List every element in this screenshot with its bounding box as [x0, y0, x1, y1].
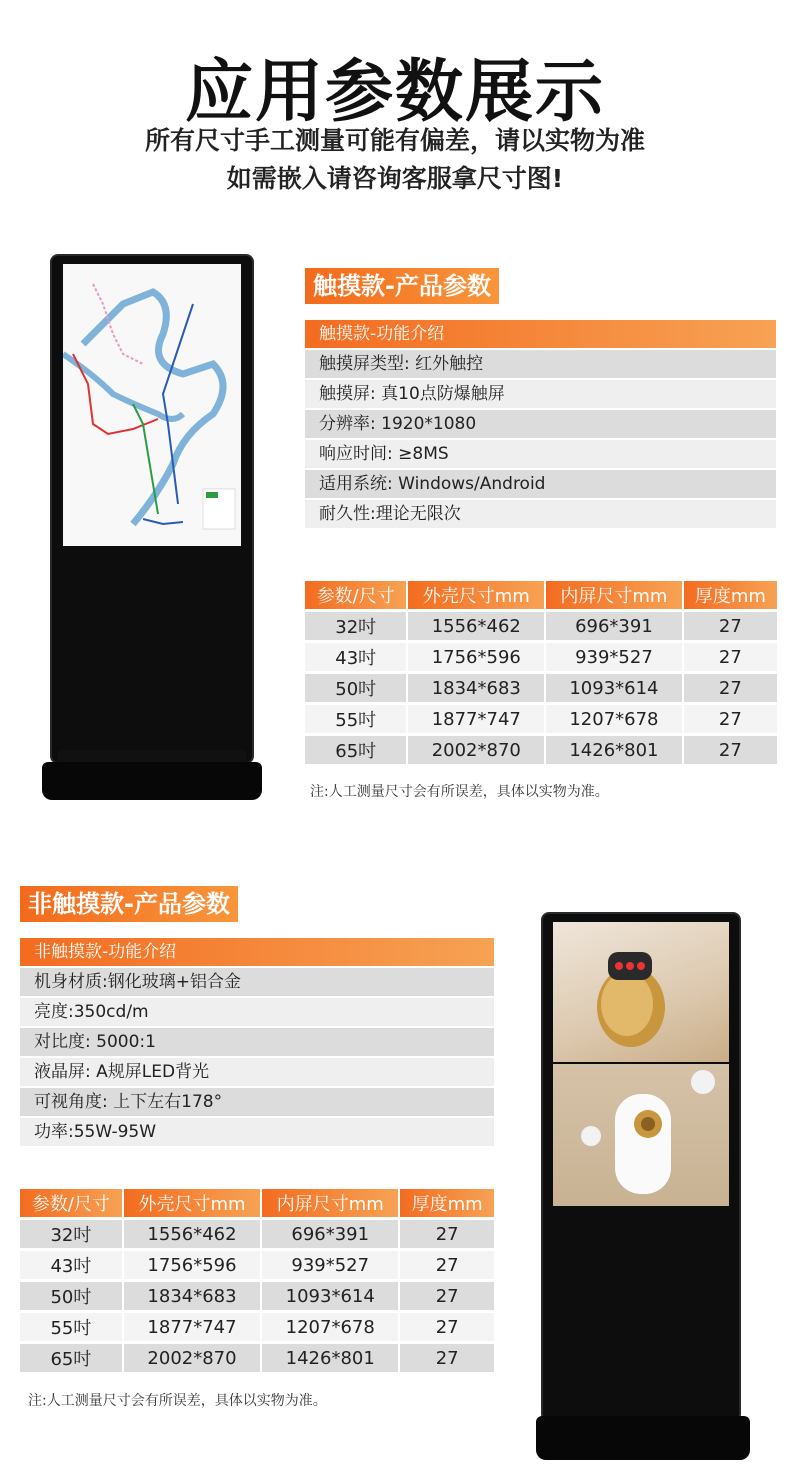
- table-cell: 27: [684, 705, 777, 733]
- spec-row: 液晶屏: A规屏LED背光: [20, 1058, 494, 1086]
- table-header: 内屏尺寸mm: [546, 581, 682, 609]
- table-cell: 2002*870: [408, 736, 544, 764]
- touch-spec-list: [305, 320, 776, 528]
- spec-row: 亮度:350cd/m: [20, 998, 494, 1026]
- table-cell: 27: [684, 674, 777, 702]
- spec-row: 对比度: 5000:1: [20, 1028, 494, 1056]
- table-cell: 32吋: [20, 1220, 122, 1248]
- touch-measure-note: 注:人工测量尺寸会有所误差，具体以实物为准。: [310, 784, 609, 800]
- table-cell: 1426*801: [262, 1344, 398, 1372]
- table-cell: 27: [684, 612, 777, 640]
- table-cell: 1834*683: [408, 674, 544, 702]
- ad-beauty-device-top: [553, 922, 729, 1062]
- table-row: [305, 643, 777, 671]
- spec-row: 触摸屏: 真10点防爆触屏: [305, 380, 776, 408]
- table-cell: 43吋: [305, 643, 406, 671]
- table-cell: 1093*614: [546, 674, 682, 702]
- table-row: [20, 1251, 494, 1279]
- table-cell: 50吋: [305, 674, 406, 702]
- table-header: 厚度mm: [400, 1189, 494, 1217]
- table-row: [305, 705, 777, 733]
- nontouch-spec-title: 非触摸款-功能介绍: [20, 938, 494, 966]
- touch-section-badge: 触摸款-产品参数: [305, 268, 499, 304]
- spec-row: 可视角度: 上下左右178°: [20, 1088, 494, 1116]
- metro-map-graphic: [63, 264, 241, 546]
- table-cell: 1877*747: [124, 1313, 260, 1341]
- table-cell: 1834*683: [124, 1282, 260, 1310]
- table-header: 外壳尺寸mm: [124, 1189, 260, 1217]
- table-header: 参数/尺寸: [305, 581, 406, 609]
- table-cell: 1756*596: [408, 643, 544, 671]
- table-row: [20, 1220, 494, 1248]
- table-row: [20, 1282, 494, 1310]
- table-cell: 65吋: [305, 736, 406, 764]
- spec-row: 适用系统: Windows/Android: [305, 470, 776, 498]
- table-cell: 55吋: [20, 1313, 122, 1341]
- spec-row: 机身材质:钢化玻璃+铝合金: [20, 968, 494, 996]
- kiosk-screen-metro-map: [63, 264, 241, 546]
- ad-beauty-device-bottom: [553, 1064, 729, 1206]
- touch-spec-title: 触摸款-功能介绍: [305, 320, 776, 348]
- kiosk-base: [42, 762, 262, 800]
- subtitle-contact-note: 如需嵌入请咨询客服拿尺寸图!: [226, 164, 564, 193]
- nontouch-spec-list: [20, 938, 494, 1146]
- table-cell: 1877*747: [408, 705, 544, 733]
- table-cell: 1207*678: [262, 1313, 398, 1341]
- table-row: [20, 1313, 494, 1341]
- table-cell: 55吋: [305, 705, 406, 733]
- table-cell: 1426*801: [546, 736, 682, 764]
- table-cell: 27: [400, 1313, 494, 1341]
- spec-row: 触摸屏类型: 红外触控: [305, 350, 776, 378]
- spec-row: 功率:55W-95W: [20, 1118, 494, 1146]
- kiosk-screen-ad: [553, 922, 729, 1206]
- table-header: 外壳尺寸mm: [408, 581, 544, 609]
- table-cell: 65吋: [20, 1344, 122, 1372]
- table-cell: 27: [400, 1344, 494, 1372]
- spec-row: 分辨率: 1920*1080: [305, 410, 776, 438]
- table-row: [305, 612, 777, 640]
- kiosk-base: [536, 1416, 750, 1460]
- table-cell: 1093*614: [262, 1282, 398, 1310]
- table-cell: 696*391: [546, 612, 682, 640]
- spec-row: 耐久性:理论无限次: [305, 500, 776, 528]
- table-cell: 1556*462: [408, 612, 544, 640]
- spec-row: 响应时间: ≥8MS: [305, 440, 776, 468]
- nontouch-size-table: [18, 1186, 496, 1375]
- table-row: [305, 674, 777, 702]
- table-cell: 27: [684, 643, 777, 671]
- nontouch-section-badge: 非触摸款-产品参数: [20, 886, 238, 922]
- table-cell: 50吋: [20, 1282, 122, 1310]
- table-cell: 939*527: [262, 1251, 398, 1279]
- table-cell: 939*527: [546, 643, 682, 671]
- page-title: 应用参数展示: [184, 53, 605, 132]
- table-row: [305, 736, 777, 764]
- table-cell: 43吋: [20, 1251, 122, 1279]
- table-header: 内屏尺寸mm: [262, 1189, 398, 1217]
- table-cell: 1756*596: [124, 1251, 260, 1279]
- subtitle-measure-note: 所有尺寸手工测量可能有偏差，请以实物为准: [144, 126, 645, 155]
- table-cell: 27: [400, 1220, 494, 1248]
- table-cell: 27: [684, 736, 777, 764]
- nontouch-measure-note: 注:人工测量尺寸会有所误差，具体以实物为准。: [28, 1393, 327, 1409]
- touch-size-table: [303, 578, 779, 767]
- steamer-device-graphic: [553, 1064, 729, 1206]
- table-cell: 696*391: [262, 1220, 398, 1248]
- table-cell: 27: [400, 1251, 494, 1279]
- beauty-device-graphic: [553, 922, 729, 1062]
- table-row: [20, 1344, 494, 1372]
- table-cell: 1556*462: [124, 1220, 260, 1248]
- table-header: 厚度mm: [684, 581, 777, 609]
- table-header: 参数/尺寸: [20, 1189, 122, 1217]
- table-cell: 1207*678: [546, 705, 682, 733]
- table-cell: 32吋: [305, 612, 406, 640]
- table-cell: 2002*870: [124, 1344, 260, 1372]
- table-cell: 27: [400, 1282, 494, 1310]
